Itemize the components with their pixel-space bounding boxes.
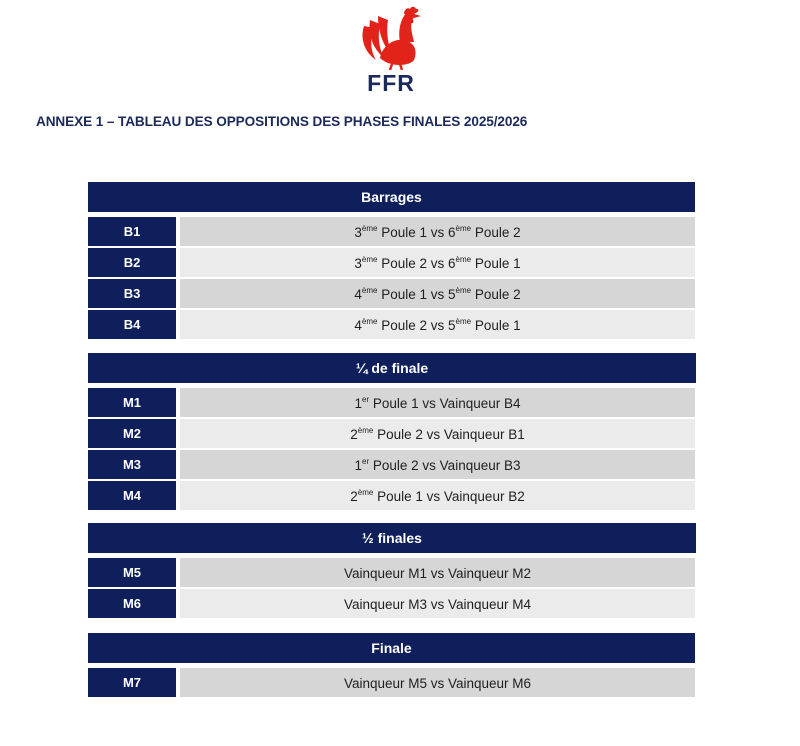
ordinal-suffix: ème (357, 425, 374, 435)
match-code: M6 (88, 589, 176, 618)
ordinal-suffix: ème (455, 254, 472, 264)
table-row (88, 589, 695, 618)
ordinal-suffix: ème (361, 254, 378, 264)
table-row (88, 668, 695, 697)
match-text: 1er Poule 2 vs Vainqueur B3 (180, 450, 695, 479)
section-header: Finale (88, 633, 695, 663)
table-row (88, 558, 695, 587)
table-row (88, 217, 695, 246)
match-code: B4 (88, 310, 176, 339)
table-row (88, 450, 695, 479)
match-code: M5 (88, 558, 176, 587)
match-code: M3 (88, 450, 176, 479)
match-text: Vainqueur M1 vs Vainqueur M2 (180, 558, 695, 587)
ordinal-suffix: ème (455, 316, 472, 326)
ordinal-suffix: ème (455, 285, 472, 295)
ffr-logo-text: FFR (367, 70, 415, 96)
match-text: 2ème Poule 2 vs Vainqueur B1 (180, 419, 695, 448)
table-row (88, 310, 695, 339)
ordinal-suffix: ème (357, 487, 374, 497)
match-code: M1 (88, 388, 176, 417)
match-code: M4 (88, 481, 176, 510)
table-row (88, 419, 695, 448)
match-code: B2 (88, 248, 176, 277)
section-header: ¼ de finale (88, 353, 696, 383)
ordinal-suffix: er (362, 394, 370, 404)
match-text: 2ème Poule 1 vs Vainqueur B2 (180, 481, 695, 510)
match-code: B1 (88, 217, 176, 246)
section-header: ½ finales (88, 523, 696, 553)
table-row (88, 481, 695, 510)
ordinal-suffix: ème (361, 285, 378, 295)
match-text: 1er Poule 1 vs Vainqueur B4 (180, 388, 695, 417)
ffr-logo (356, 6, 426, 98)
match-code: M2 (88, 419, 176, 448)
match-text: Vainqueur M5 vs Vainqueur M6 (180, 668, 695, 697)
document-title: ANNEXE 1 – TABLEAU DES OPPOSITIONS DES PHASES FINALES 2025/2026 (36, 114, 528, 129)
section-header: Barrages (88, 182, 695, 212)
match-text: 3ème Poule 2 vs 6ème Poule 1 (180, 248, 695, 277)
table-row (88, 248, 695, 277)
ordinal-suffix: ème (361, 223, 378, 233)
ordinal-suffix: ème (361, 316, 378, 326)
table-row (88, 279, 695, 308)
match-text: 4ème Poule 2 vs 5ème Poule 1 (180, 310, 695, 339)
match-code: B3 (88, 279, 176, 308)
table-row (88, 388, 695, 417)
match-text: Vainqueur M3 vs Vainqueur M4 (180, 589, 695, 618)
match-text: 4ème Poule 1 vs 5ème Poule 2 (180, 279, 695, 308)
ordinal-suffix: ème (455, 223, 472, 233)
match-text: 3ème Poule 1 vs 6ème Poule 2 (180, 217, 695, 246)
rooster-icon (356, 6, 426, 70)
match-code: M7 (88, 668, 176, 697)
ordinal-suffix: er (362, 456, 370, 466)
